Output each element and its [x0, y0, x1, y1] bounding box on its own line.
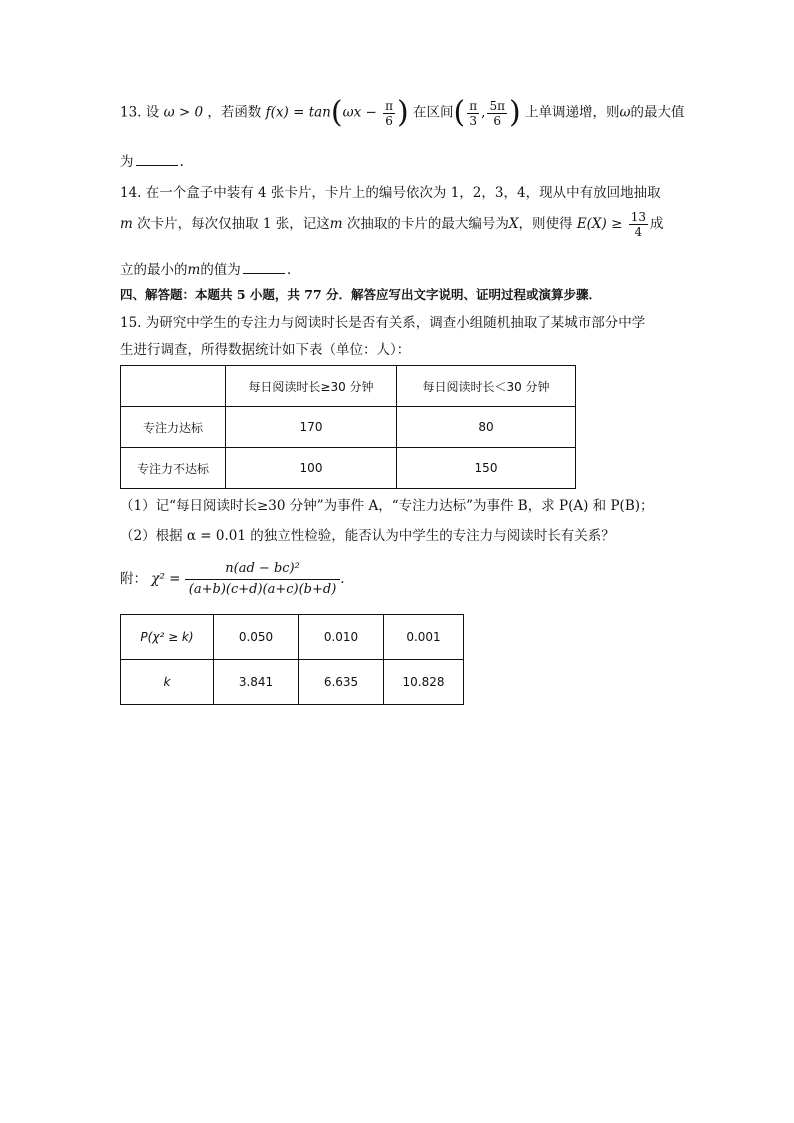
- table-row: [121, 660, 464, 705]
- table-cell: 专注力达标: [121, 407, 226, 448]
- q14-period: .: [286, 262, 292, 278]
- critical-value-table: [120, 614, 464, 705]
- q13-pi-fraction: [383, 99, 395, 128]
- interval-right-paren: ): [508, 95, 521, 130]
- fraction-numerator: π: [385, 98, 394, 113]
- table-cell: 专注力不达标: [121, 448, 226, 489]
- q13-tail2: 的最大值: [630, 104, 685, 121]
- table-cell: 6.635: [299, 660, 384, 705]
- q14-expectation: E(X) ≥: [576, 216, 623, 232]
- fraction-numerator: n(ad − bc)²: [185, 559, 341, 580]
- q14-var-m: m: [187, 262, 201, 278]
- q15-sub1: （1）记“每日阅读时长≥30 分钟”为事件 A，“专注力达标”为事件 B，求 P(A) 和 P(B)；: [120, 498, 654, 514]
- table-cell: 0.050: [214, 615, 299, 660]
- q15-line2: 生进行调查，所得数据统计如下表（单位：人）：: [120, 342, 411, 358]
- answer-blank[interactable]: [136, 153, 178, 166]
- appendix-formula: [120, 559, 345, 600]
- table-cell: 0.010: [299, 615, 384, 660]
- q13-line2: [120, 150, 184, 170]
- table-cell: P(χ² ≥ k): [121, 615, 214, 660]
- q13-interval-label: 在区间: [413, 104, 454, 121]
- q14-line1: 14. 在一个盒子中装有 4 张卡片，卡片上的编号依次为 1，2，3，4，现从中有放回地抽取: [120, 185, 661, 201]
- interval-upper-fraction: [487, 99, 507, 128]
- table-cell: 100: [226, 448, 397, 489]
- table-cell: 10.828: [384, 660, 464, 705]
- table-row: [121, 448, 576, 489]
- fraction-denominator: 6: [493, 113, 502, 128]
- q13-period: .: [179, 154, 184, 170]
- table-cell: 3.841: [214, 660, 299, 705]
- q13-intro: 设: [145, 104, 160, 121]
- appendix-label: 附：: [120, 571, 147, 587]
- q13-function: f(x) = tan: [265, 104, 331, 121]
- interval-left-paren: (: [453, 95, 466, 130]
- table-cell: 150: [397, 448, 576, 489]
- table-header-cell: 每日阅读时长≥30 分钟: [226, 366, 397, 407]
- q13-mid: ，若函数: [207, 104, 262, 121]
- q14-text: 次卡片，每次仅抽取 1 张，记这: [132, 216, 330, 232]
- q13-answer-prefix: 为: [120, 154, 134, 170]
- q14-text: 成: [650, 216, 664, 232]
- table-cell: 170: [226, 407, 397, 448]
- q13-condition: ω > 0: [163, 104, 204, 121]
- fraction-numerator: 5π: [489, 98, 505, 113]
- table-row: [121, 407, 576, 448]
- q15-sub2: （2）根据 α = 0.01 的独立性检验，能否认为中学生的专注力与阅读时长有关系？: [120, 528, 615, 544]
- fraction-numerator: π: [469, 98, 478, 113]
- answer-blank[interactable]: [243, 261, 285, 274]
- section-heading: 四、解答题：本题共 5 小题，共 77 分．解答应写出文字说明、证明过程或演算步骤．: [120, 287, 602, 302]
- fraction-denominator: 4: [634, 225, 643, 239]
- survey-table: [120, 365, 576, 489]
- fraction-denominator: 6: [385, 113, 393, 128]
- fraction-numerator: 13: [630, 210, 646, 224]
- q14-var-m: m: [120, 216, 133, 232]
- table-header-cell: 每日阅读时长＜30 分钟: [397, 366, 576, 407]
- table-header-cell: [121, 366, 226, 407]
- q14-var-x: X: [508, 216, 519, 232]
- q15-line1: 15. 为研究中学生的专注力与阅读时长是否有关系，调查小组随机抽取了某城市部分中学: [120, 315, 646, 331]
- q14-text: 次抽取的卡片的最大编号为: [342, 216, 509, 232]
- q13-omega: ω: [619, 104, 631, 121]
- fraction-denominator: 3: [469, 113, 478, 128]
- q14-var-m: m: [329, 216, 343, 232]
- q14-text: 的值为: [200, 262, 241, 278]
- table-cell: k: [121, 660, 214, 705]
- q14-fraction: [629, 210, 648, 239]
- interval-lower-fraction: [467, 99, 479, 128]
- formula-period: .: [340, 571, 345, 587]
- right-paren: ): [397, 95, 409, 130]
- table-cell: 0.001: [384, 615, 464, 660]
- table-cell: 80: [397, 407, 576, 448]
- table-row: [121, 615, 464, 660]
- fraction-denominator: (a+b)(c+d)(a+c)(b+d): [188, 582, 337, 597]
- q13-number: 13.: [120, 104, 142, 121]
- q14-text: 立的最小的: [120, 262, 188, 278]
- q13-argument: ωx −: [342, 104, 377, 121]
- q14-text: ，则使得: [518, 216, 573, 232]
- q14-line3: [120, 258, 291, 278]
- chi-square-lhs: χ² =: [151, 571, 181, 587]
- left-paren: (: [330, 95, 343, 130]
- table-header-row: [121, 366, 576, 407]
- chi-square-fraction: [185, 559, 341, 600]
- q14-line2: [120, 210, 664, 239]
- q13-tail: 上单调递增，则: [525, 104, 620, 121]
- q13-line1: 13. 设 ω > 0 ，若函数 f(x) = tan(ωx − $\frac{\pi}{6}$ ) 在区间( $\frac{\pi}{3}$ , $\frac{5\pi}{6}$ ) 上单调递增，则ω的最大值: [120, 95, 685, 130]
